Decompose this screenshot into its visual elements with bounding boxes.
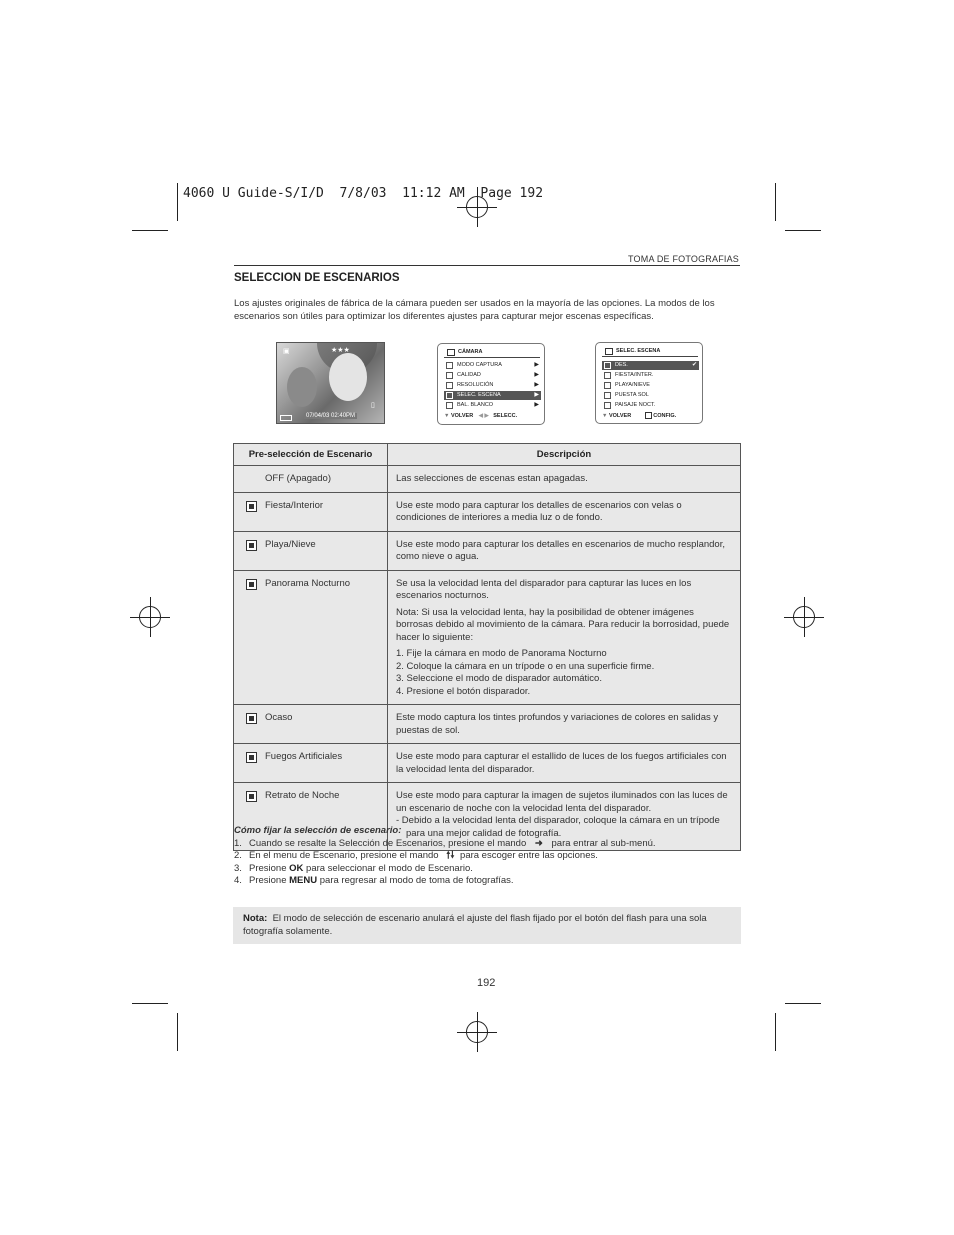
registration-mark-bottom xyxy=(457,1012,497,1052)
sunset-icon xyxy=(246,713,257,724)
scene-name xyxy=(234,466,388,493)
table-header-row xyxy=(234,444,741,466)
camera-icon xyxy=(447,349,455,356)
scene-select-screen xyxy=(595,342,703,424)
arrow-right-icon: ▶ xyxy=(534,372,539,378)
beach-icon xyxy=(604,382,611,389)
camera-menu-screen xyxy=(437,343,545,425)
quality-icon: ★★★ xyxy=(331,347,350,354)
arrow-right-icon: ▶ xyxy=(534,382,539,388)
list-item: 1. Fije la cámara en modo de Panorama Nocturno xyxy=(396,648,607,659)
description-text: Use este modo para capturar la imagen de sujetos iluminados con las luces de un escenario de noche con la velocidad lenta del disparador. xyxy=(396,790,728,814)
crop-mark xyxy=(785,230,821,231)
howto-step: 1. Cuando se resalte la Selección de Escenarios, presione el mando ➜ para entrar al sub-menú. xyxy=(234,837,656,849)
scene-item: PLAYA/NIEVE xyxy=(602,381,699,390)
scene-item-selected: DES. ✔ xyxy=(602,361,699,370)
registration-mark-left xyxy=(130,597,170,637)
description-text: Se usa la velocidad lenta del disparador para capturar las luces en los escenarios nocturnos. xyxy=(396,577,692,601)
menu-footer: ▼ VOLVER CONFIG. xyxy=(602,412,677,419)
scene-label: Panorama Nocturno xyxy=(265,577,351,589)
section-label: TOMA DE FOTOGRAFIAS xyxy=(628,254,739,264)
scene-icon xyxy=(446,392,453,399)
table-row xyxy=(234,531,741,570)
list-item: 4. Presione el botón disparador. xyxy=(396,685,531,697)
scene-item: PAISAJE NOCT. xyxy=(602,401,699,410)
arrow-down-icon: 🠗 xyxy=(450,850,455,861)
list-item: 2. Coloque la cámara en un trípode o en una superficie firme. xyxy=(396,660,655,672)
description-note: Nota: Si usa la velocidad lenta, hay la posibilidad de obtener imágenes borrosas debido al movimiento de la cámara. Para reducir la borrosidad, puede hacer lo siguiente: xyxy=(396,606,730,643)
arrow-right-icon: ▶ xyxy=(484,413,489,419)
night-landscape-icon xyxy=(604,402,611,409)
crop-mark xyxy=(775,183,776,221)
battery-icon xyxy=(280,415,292,421)
party-icon xyxy=(604,372,611,379)
page-number: 192 xyxy=(477,977,496,989)
photo-face-secondary xyxy=(287,367,317,407)
capture-mode-icon xyxy=(446,362,453,369)
arrow-right-icon: ➜ xyxy=(534,837,543,849)
sunset-icon xyxy=(604,392,611,399)
scene-table xyxy=(233,443,741,851)
header-rule xyxy=(234,265,740,266)
table-row xyxy=(234,466,741,493)
scene-name xyxy=(234,492,388,531)
night-landscape-icon xyxy=(246,579,257,590)
crop-mark xyxy=(177,183,178,221)
scene-label: Fuegos Artificiales xyxy=(265,751,343,762)
menu-item: BAL. BLANCO ▶ xyxy=(444,401,541,410)
table-row xyxy=(234,492,741,531)
scene-item: FIESTA/INTER. xyxy=(602,371,699,380)
photo-date: 07/04/03 02:40PM xyxy=(306,413,356,419)
scene-label: Playa/Nieve xyxy=(265,538,316,550)
scene-label: Ocaso xyxy=(265,712,293,723)
photo-face xyxy=(329,353,367,401)
scene-description: Use este modo para capturar el estallido de luces de los fuegos artificiales con la velocidad lenta del disparador. xyxy=(388,744,741,783)
resolution-icon xyxy=(446,382,453,389)
table-row xyxy=(234,705,741,744)
ok-icon xyxy=(645,412,652,419)
night-portrait-icon xyxy=(246,791,257,802)
scene-description: Este modo captura los tintes profundos y variaciones de colores en salidas y puestas de sol. xyxy=(388,705,741,744)
arrow-right-icon: ▶ xyxy=(534,402,539,408)
scene-description: Use este modo para capturar los detalles de escenarios con velas o condiciones de interiores a media luz o de fondo. xyxy=(388,492,741,531)
menu-item-selected: SELEC. ESCENA ▶ xyxy=(444,391,541,400)
crop-mark xyxy=(775,1013,776,1051)
scene-label: Fiesta/Interior xyxy=(265,499,324,511)
arrow-down-icon: ▼ xyxy=(602,412,608,419)
scene-item: PUESTA SOL xyxy=(602,391,699,400)
scene-name xyxy=(234,570,388,705)
off-icon xyxy=(604,362,611,369)
camera-preview-screen xyxy=(276,342,385,424)
menu-title: SELEC. ESCENA xyxy=(602,346,698,357)
party-icon xyxy=(246,501,257,512)
camera-mode-icon: ▣ xyxy=(283,348,290,355)
arrow-left-icon: ◀ xyxy=(478,413,483,419)
checkmark-icon: ✔ xyxy=(691,362,697,368)
menu-footer: ▼ VOLVER ◀ ▶ SELECC. xyxy=(444,413,518,419)
fireworks-icon xyxy=(246,752,257,763)
howto-section xyxy=(234,825,656,888)
scene-label: OFF (Apagado) xyxy=(265,473,331,484)
note-box xyxy=(233,907,741,944)
arrow-right-icon: ▶ xyxy=(534,392,539,398)
note-label: Nota: xyxy=(243,913,268,924)
page-title: SELECCION DE ESCENARIOS xyxy=(234,272,400,284)
steps-list xyxy=(396,648,732,698)
scene-icon xyxy=(605,348,613,355)
scene-name xyxy=(234,744,388,783)
howto-step: 2. En el menu de Escenario, presione el mando 🠕🠗 para escoger entre las opciones. xyxy=(234,850,598,861)
crop-mark xyxy=(177,1013,178,1051)
intro-paragraph: Los ajustes originales de fábrica de la cámara pueden ser usados en la mayoría de las opciones. La modos de los escenarios son útiles para optimizar los diferentes ajustes para capturar mejor escenas específicas. xyxy=(234,298,715,322)
scene-description: Use este modo para capturar los detalles en escenarios de mucho resplandor, como nieve o agua. xyxy=(388,531,741,570)
quality-icon xyxy=(446,372,453,379)
howto-step: 3. Presione OK para seleccionar el modo de Escenario. xyxy=(234,862,473,874)
arrow-down-icon: ▼ xyxy=(444,413,450,419)
description-extra: - Debido a la velocidad lenta del disparador, coloque la cámara en un trípode para una mejor calidad de fotografía. xyxy=(396,815,720,839)
scene-label: Retrato de Noche xyxy=(265,790,340,801)
scene-name xyxy=(234,705,388,744)
white-balance-icon xyxy=(446,402,453,409)
table-row xyxy=(234,744,741,783)
memory-icon: ▯ xyxy=(371,402,375,409)
crop-mark xyxy=(785,1003,821,1004)
arrow-up-icon: 🠕 xyxy=(446,850,451,861)
arrow-right-icon: ▶ xyxy=(534,362,539,368)
crop-mark xyxy=(132,230,168,231)
howto-title: Cómo fijar la selección de escenario: xyxy=(234,825,402,836)
print-slug: 4060 U Guide-S/I/D 7/8/03 11:12 AM Page 192 xyxy=(183,186,544,201)
scene-name xyxy=(234,531,388,570)
menu-title: CÁMARA xyxy=(444,347,540,358)
scene-description: Las selecciones de escenas estan apagadas. xyxy=(388,466,741,493)
column-header: Descripción xyxy=(388,444,741,466)
crop-mark xyxy=(132,1003,168,1004)
menu-item: MODO CAPTURA ▶ xyxy=(444,361,541,370)
note-text: El modo de selección de escenario anulará el ajuste del flash fijado por el botón del flash para una sola fotografía solamente. xyxy=(243,913,707,937)
registration-mark-right xyxy=(784,597,824,637)
column-header: Pre-selección de Escenario xyxy=(234,444,388,466)
beach-icon xyxy=(246,540,257,551)
scene-description xyxy=(388,570,741,705)
howto-step: 4. Presione MENU para regresar al modo de toma de fotografías. xyxy=(234,875,514,886)
menu-item: CALIDAD ▶ xyxy=(444,371,541,380)
list-item: 3. Seleccione el modo de disparador automático. xyxy=(396,673,602,684)
menu-item: RESOLUCIÓN ▶ xyxy=(444,381,541,390)
table-row xyxy=(234,570,741,705)
